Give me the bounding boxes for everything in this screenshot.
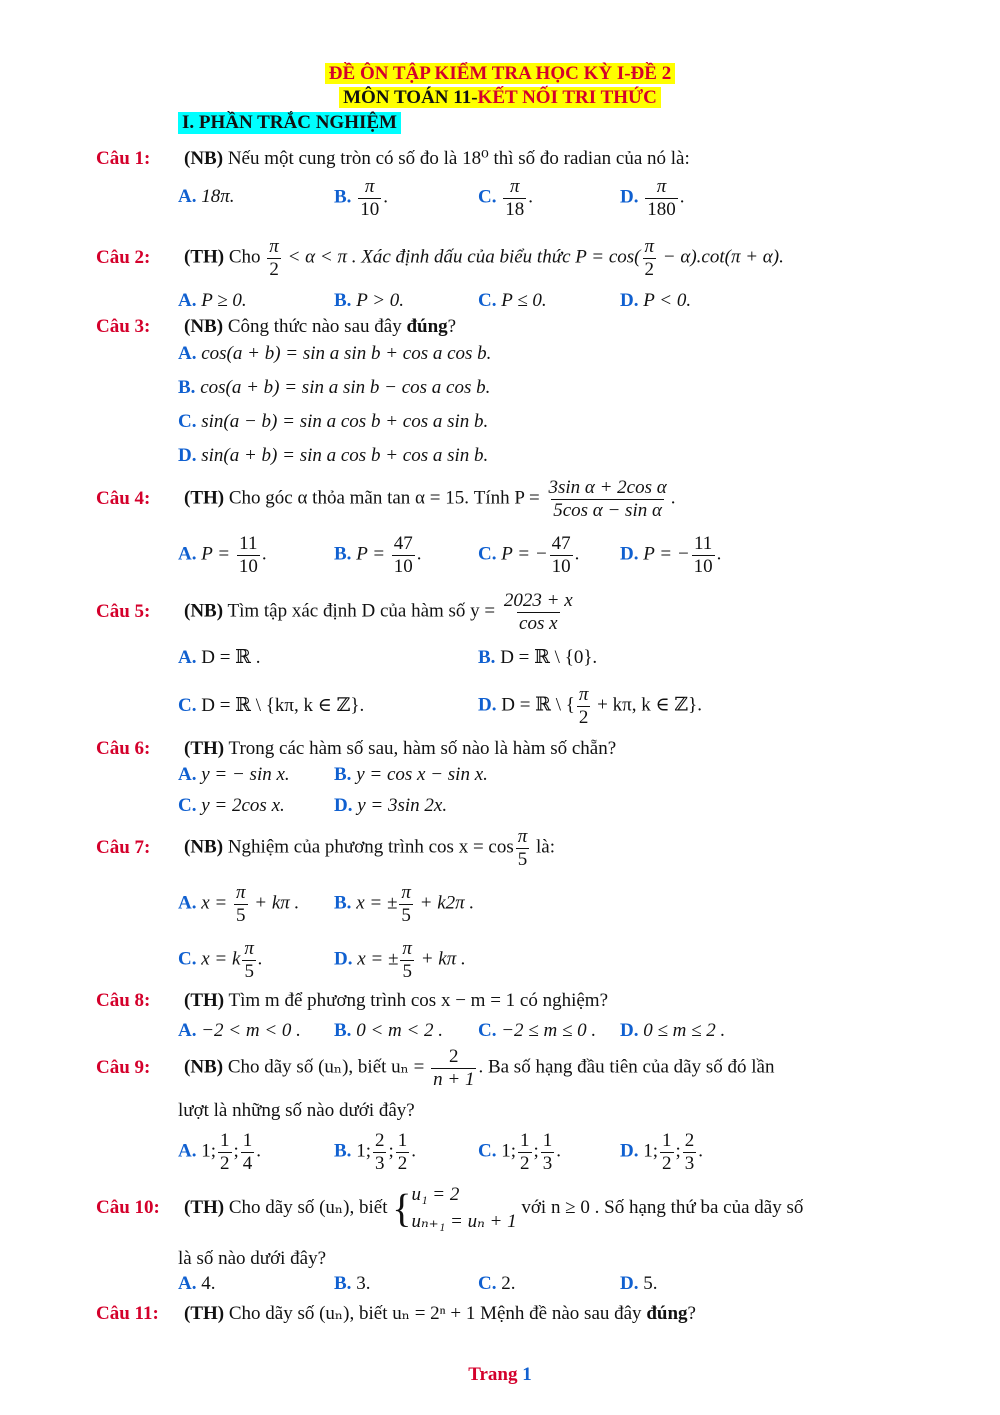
question-level: (TH)	[184, 990, 225, 1011]
option-a: A. 4.	[178, 1273, 216, 1294]
question-level: (TH)	[184, 246, 225, 268]
option-b: B. 0 < m < 2 .	[334, 1020, 444, 1041]
option-a: A. 18π.	[178, 186, 235, 207]
option-c: C. D = ℝ \ {kπ, k ∈ ℤ}.	[178, 695, 365, 716]
option-d: D. sin(a + b) = sin a cos b + cos a sin b.	[178, 445, 489, 466]
question-11: Câu 11: (TH) Cho dãy số (uₙ), biết uₙ = 2ⁿ + 1 Mệnh đề nào sau đây đúng?	[96, 1303, 696, 1324]
question-level: (TH)	[184, 487, 225, 509]
option-c: C. $\frac{\pi}{18}$ .	[478, 176, 533, 220]
option-c: C. P = − $\frac{47}{10}$ .	[478, 533, 580, 577]
question-number: Câu 8:	[96, 990, 151, 1011]
option-b: B. 1; $\frac{2}{3}$ ; $\frac{1}{2}$ .	[334, 1130, 416, 1174]
option-c: C. 2.	[478, 1273, 516, 1294]
option-a: A. cos(a + b) = sin a sin b + cos a cos b.	[178, 343, 492, 364]
option-a: A. y = − sin x.	[178, 764, 290, 785]
question-6: Câu 6: (TH) Trong các hàm số sau, hàm số nào là hàm số chẵn?	[96, 738, 617, 759]
page-number: 1	[522, 1364, 532, 1385]
page-footer	[0, 1364, 1000, 1386]
option-b: B. D = ℝ \ {0}.	[478, 647, 598, 668]
option-a: A. P = $\frac{11}{10}$ .	[178, 533, 267, 577]
question-level: (TH)	[184, 738, 225, 759]
question-9: Câu 9: (NB) Cho dãy số (uₙ), biết uₙ = $\frac{2}{n + 1}$ . Ba số hạng đầu tiên của dãy số đó lần	[96, 1046, 775, 1090]
option-b: B. y = cos x − sin x.	[334, 764, 488, 785]
question-3: Câu 3: (NB) Công thức nào sau đây đúng?	[96, 316, 457, 337]
option-b: B. $\frac{\pi}{10}$ .	[334, 176, 388, 220]
question-number: Câu 3:	[96, 316, 151, 337]
option-c: C. 1; $\frac{1}{2}$ ; $\frac{1}{3}$ .	[478, 1130, 562, 1174]
option-b: B. cos(a + b) = sin a sin b − cos a cos b.	[178, 377, 491, 398]
option-b: B. P > 0.	[334, 290, 405, 311]
option-c: C. −2 ≤ m ≤ 0 .	[478, 1020, 597, 1041]
question-8: Câu 8: (TH) Tìm m để phương trình cos x − m = 1 có nghiệm?	[96, 990, 609, 1011]
question-level: (NB)	[184, 1056, 224, 1078]
option-a: A. x = $\frac{\pi}{5}$ + kπ .	[178, 882, 300, 926]
question-level: (NB)	[184, 600, 224, 622]
option-c: C. y = 2cos x.	[178, 795, 285, 816]
question-number: Câu 1:	[96, 148, 151, 169]
question-9-continued: lượt là những số nào dưới đây?	[178, 1100, 415, 1121]
question-number: Câu 2:	[96, 246, 151, 268]
question-number: Câu 5:	[96, 600, 151, 622]
system-brace: {	[392, 1185, 412, 1231]
question-number: Câu 6:	[96, 738, 151, 759]
textbook-title: KẾT NỐI TRI THỨC	[478, 87, 661, 108]
option-d: D. P = − $\frac{11}{10}$ .	[620, 533, 722, 577]
question-number: Câu 11:	[96, 1303, 159, 1324]
question-2: Câu 2: (TH) Cho $\frac{\pi}{2}$ < α < π . Xác định dấu của biểu thức P = cos( $\frac{\pi}{2}$ − α).cot(π + α).	[96, 236, 784, 280]
option-a: A. −2 < m < 0 .	[178, 1020, 301, 1041]
question-level: (TH)	[184, 1303, 225, 1324]
option-a: A. 1; $\frac{1}{2}$ ; $\frac{1}{4}$ .	[178, 1130, 262, 1174]
question-level: (NB)	[184, 836, 224, 858]
option-d: D. D = ℝ \ { $\frac{\pi}{2}$ + kπ, k ∈ ℤ}.	[478, 684, 703, 728]
option-a: A. P ≥ 0.	[178, 290, 247, 311]
question-10-continued: là số nào dưới đây?	[178, 1248, 327, 1269]
question-4: Câu 4: (TH) Cho góc α thỏa mãn tan α = 15. Tính P = $\frac{\text{3sin α + 2cos α}}{\text{5cos α − sin α}}$ .	[96, 477, 676, 521]
option-d: D. x = ± $\frac{\pi}{5}$ + kπ .	[334, 938, 466, 982]
option-b: B. P = $\frac{47}{10}$ .	[334, 533, 422, 577]
title-line-2	[0, 87, 1000, 109]
question-text: Nếu một cung tròn có số đo là 18⁰ thì số đo radian của nó là:	[223, 148, 690, 169]
question-level: (NB)	[184, 148, 224, 169]
page-label: Trang	[468, 1364, 523, 1385]
section-heading: I. PHẦN TRẮC NGHIỆM	[178, 112, 401, 134]
option-d: D. 0 ≤ m ≤ 2 .	[620, 1020, 726, 1041]
option-d: D. 5.	[620, 1273, 658, 1294]
recurrence-system: u₁ = 2 uₙ₊₁ = uₙ + 1	[411, 1184, 517, 1232]
exam-title: ĐỀ ÔN TẬP KIỂM TRA HỌC KỲ I-ĐỀ 2	[325, 63, 675, 84]
question-7: Câu 7: (NB) Nghiệm của phương trình cos x = cos $\frac{\pi}{5}$ là:	[96, 826, 556, 870]
option-d: D. y = 3sin 2x.	[334, 795, 448, 816]
option-d: D. P < 0.	[620, 290, 692, 311]
question-number: Câu 4:	[96, 487, 151, 509]
question-level: (TH)	[184, 1196, 225, 1218]
option-a: A. D = ℝ .	[178, 647, 261, 668]
option-c: C. P ≤ 0.	[478, 290, 547, 311]
question-number: Câu 9:	[96, 1056, 151, 1078]
option-c: C. x = k $\frac{\pi}{5}$ .	[178, 938, 263, 982]
question-5: Câu 5: (NB) Tìm tập xác định D của hàm số y = $\frac{2023 + x}{\text{cos x}}$	[96, 590, 573, 634]
question-number: Câu 10:	[96, 1196, 160, 1218]
question-1	[96, 147, 690, 170]
question-number: Câu 7:	[96, 836, 151, 858]
option-d: D. $\frac{\pi}{180}$ .	[620, 176, 685, 220]
option-b: B. 3.	[334, 1273, 371, 1294]
question-10: Câu 10: (TH) Cho dãy số (uₙ), biết { u₁ = 2 uₙ₊₁ = uₙ + 1 với n ≥ 0 . Số hạng thứ ba của dãy số	[96, 1182, 803, 1235]
question-level: (NB)	[184, 316, 224, 337]
subject-title: MÔN TOÁN 11-	[339, 87, 477, 108]
option-b: B. x = ± $\frac{\pi}{5}$ + k2π .	[334, 882, 475, 926]
option-d: D. 1; $\frac{1}{2}$ ; $\frac{2}{3}$ .	[620, 1130, 704, 1174]
option-c: C. sin(a − b) = sin a cos b + cos a sin b.	[178, 411, 489, 432]
title-line-1	[0, 63, 1000, 85]
